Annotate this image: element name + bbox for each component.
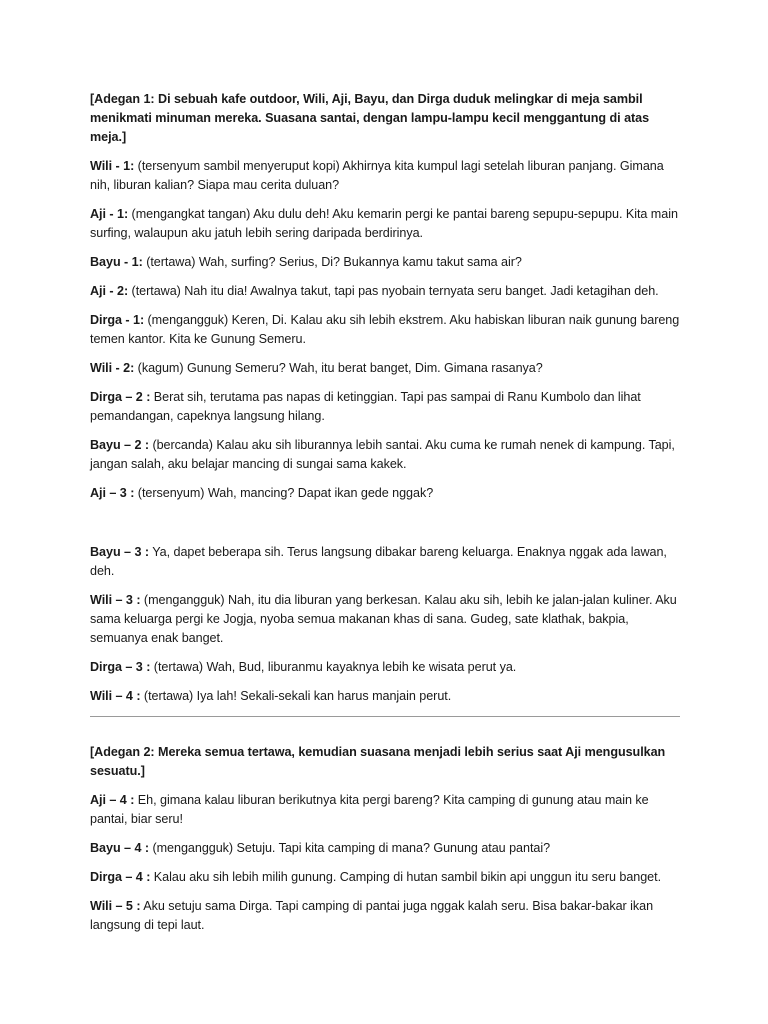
speaker-colon: : [138, 255, 143, 269]
dialogue-line [90, 658, 680, 677]
speaker-colon: : [144, 841, 150, 855]
dialogue-line [90, 157, 680, 195]
dialogue-line [90, 839, 680, 858]
speaker-colon: : [139, 313, 145, 327]
dialogue-line [90, 253, 680, 272]
speaker-label: Dirga – 2 [90, 390, 147, 404]
dialogue-line [90, 359, 680, 378]
dialogue-text: (tersenyum sambil menyeruput kopi) Akhirnya kita kumpul lagi setelah liburan panjang. Gimana nih, liburan kalian? Siapa mau cerita duluan? [90, 159, 664, 192]
dialogue-text: Kalau aku sih lebih milih gunung. Camping di hutan sambil bikin api unggun itu seru banget. [150, 870, 662, 884]
speaker-label: Wili - 1 [90, 159, 131, 173]
dialogue-line [90, 591, 680, 648]
speaker-colon: : [130, 361, 135, 375]
horizontal-divider [90, 716, 680, 717]
dialogue-text: (tertawa) Wah, Bud, liburanmu kayaknya lebih ke wisata perut ya. [150, 660, 517, 674]
speaker-label: Wili – 3 [90, 593, 137, 607]
dialogue-text: (tertawa) Iya lah! Sekali-sekali kan harus manjain perut. [140, 689, 452, 703]
scene-2-direction: [Adegan 2: Mereka semua tertawa, kemudian suasana menjadi lebih serius saat Aji mengusulkan sesuatu.] [90, 745, 666, 778]
speaker-colon: : [144, 438, 150, 452]
speaker-label: Bayu – 4 [90, 841, 145, 855]
dialogue-text: Berat sih, terutama pas napas di ketinggian. Tapi pas sampai di Ranu Kumbolo dan lihat pemandangan, capeknya langsung hilang. [90, 390, 641, 423]
dialogue-text: (mengangguk) Nah, itu dia liburan yang berkesan. Kalau aku sih, lebih ke jalan-jalan kuliner. Aku sama keluarga pergi ke Jogja, nyoba semua makanan khas di sana. Gudeg, sate klathak, bakpia, semuanya enak banget. [90, 593, 677, 645]
speaker-colon: : [130, 793, 135, 807]
speaker-colon: : [136, 689, 141, 703]
dialogue-line [90, 543, 680, 581]
dialogue-text: Eh, gimana kalau liburan berikutnya kita pergi bareng? Kita camping di gunung atau main ke pantai, biar seru! [90, 793, 649, 826]
speaker-colon: : [146, 390, 151, 404]
dialogue-text: Aku setuju sama Dirga. Tapi camping di pantai juga nggak kalah seru. Bisa bakar-bakar ikan langsung di tepi laut. [90, 899, 654, 932]
dialogue-line [90, 687, 680, 706]
dialogue-text: (mengangguk) Keren, Di. Kalau aku sih lebih ekstrem. Aku habiskan liburan naik gunung bareng temen kantor. Kita ke Gunung Semeru. [90, 313, 680, 346]
dialogue-line [90, 484, 680, 503]
dialogue-text: (tertawa) Wah, surfing? Serius, Di? Bukannya kamu takut sama air? [142, 255, 522, 269]
speaker-label: Dirga – 3 [90, 660, 147, 674]
speaker-colon: : [146, 660, 151, 674]
dialogue-text: (mengangguk) Setuju. Tapi kita camping di mana? Gunung atau pantai? [149, 841, 551, 855]
speaker-colon: : [146, 870, 151, 884]
dialogue-text: (tersenyum) Wah, mancing? Dapat ikan gede nggak? [134, 486, 434, 500]
scene-1-direction: [Adegan 1: Di sebuah kafe outdoor, Wili, Aji, Bayu, dan Dirga duduk melingkar di meja sambil menikmati minuman mereka. Suasana santai, dengan lampu-lampu kecil menggantung di atas meja.] [90, 92, 650, 144]
speaker-label: Bayu - 1 [90, 255, 139, 269]
speaker-label: Bayu – 3 [90, 545, 145, 559]
dialogue-line [90, 436, 680, 474]
speaker-label: Aji – 3 [90, 486, 131, 500]
speaker-label: Wili - 2 [90, 361, 131, 375]
speaker-label: Wili – 5 [90, 899, 137, 913]
speaker-label: Dirga – 4 [90, 870, 147, 884]
speaker-label: Bayu – 2 [90, 438, 145, 452]
dialogue-line [90, 791, 680, 829]
dialogue-line [90, 388, 680, 426]
dialogue-block-1 [90, 157, 680, 503]
dialogue-line [90, 311, 680, 349]
blank-gap [90, 513, 680, 543]
dialogue-block-2 [90, 543, 680, 706]
dialogue-text: (tertawa) Nah itu dia! Awalnya takut, tapi pas nyobain ternyata seru banget. Jadi ketagihan deh. [128, 284, 659, 298]
speaker-label: Wili – 4 [90, 689, 137, 703]
speaker-label: Aji – 4 [90, 793, 131, 807]
speaker-label: Dirga - 1 [90, 313, 140, 327]
dialogue-line [90, 868, 680, 887]
speaker-colon: : [130, 159, 135, 173]
speaker-colon: : [130, 486, 135, 500]
speaker-colon: : [136, 899, 141, 913]
dialogue-text: (kagum) Gunung Semeru? Wah, itu berat banget, Dim. Gimana rasanya? [134, 361, 543, 375]
dialogue-block-3 [90, 791, 680, 935]
dialogue-text: (bercanda) Kalau aku sih liburannya lebih santai. Aku cuma ke rumah nenek di kampung. Tapi, jangan salah, aku belajar mancing di sungai sama kakek. [90, 438, 675, 471]
speaker-colon: : [123, 284, 129, 298]
dialogue-line [90, 282, 680, 301]
speaker-colon: : [123, 207, 129, 221]
speaker-colon: : [144, 545, 150, 559]
speaker-label: Aji - 2 [90, 284, 124, 298]
document-page [90, 90, 680, 945]
dialogue-line [90, 897, 680, 935]
speaker-colon: : [136, 593, 141, 607]
dialogue-line [90, 205, 680, 243]
dialogue-text: (mengangkat tangan) Aku dulu deh! Aku kemarin pergi ke pantai bareng sepupu-sepupu. Kita main surfing, walaupun aku jatuh lebih sering daripada berdirinya. [90, 207, 678, 240]
speaker-label: Aji - 1 [90, 207, 124, 221]
dialogue-text: Ya, dapet beberapa sih. Terus langsung dibakar bareng keluarga. Enaknya nggak ada lawan, deh. [90, 545, 667, 578]
